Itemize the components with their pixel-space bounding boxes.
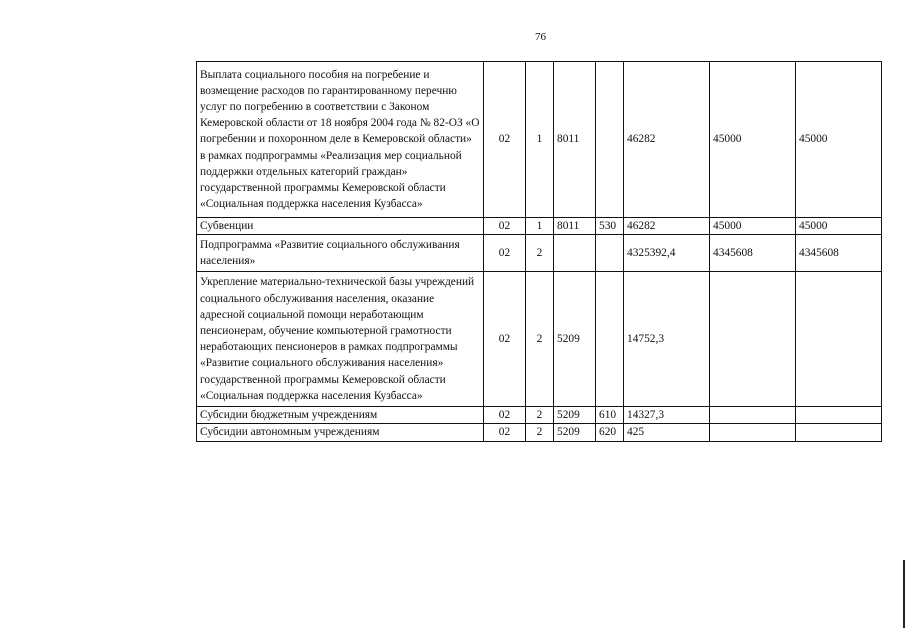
direction-code: 5209 <box>554 407 596 424</box>
sum-year-3 <box>796 407 882 424</box>
sum-year-2: 45000 <box>710 218 796 235</box>
expense-type-code: 610 <box>596 407 624 424</box>
sum-year-2 <box>710 424 796 441</box>
sum-year-2 <box>710 407 796 424</box>
row-description: Подпрограмма «Развитие социального обслуживания населения» <box>197 235 484 272</box>
subprogram-code: 2 <box>526 235 554 272</box>
sum-year-3: 4345608 <box>796 235 882 272</box>
table-row <box>197 235 882 272</box>
page-number: 76 <box>535 31 546 43</box>
expense-type-code: 530 <box>596 218 624 235</box>
sum-year-2: 4345608 <box>710 235 796 272</box>
subprogram-code: 1 <box>526 62 554 218</box>
expense-type-code <box>596 272 624 407</box>
direction-code: 5209 <box>554 272 596 407</box>
sum-year-2: 45000 <box>710 62 796 218</box>
subprogram-code: 2 <box>526 272 554 407</box>
sum-year-1: 14327,3 <box>624 407 710 424</box>
sum-year-3: 45000 <box>796 218 882 235</box>
direction-code <box>554 235 596 272</box>
expense-type-code <box>596 235 624 272</box>
subprogram-code: 2 <box>526 407 554 424</box>
sum-year-3 <box>796 272 882 407</box>
sum-year-2 <box>710 272 796 407</box>
row-description: Субсидии автономным учреждениям <box>197 424 484 441</box>
table-row <box>197 272 882 407</box>
sum-year-1: 46282 <box>624 62 710 218</box>
sum-year-1: 425 <box>624 424 710 441</box>
direction-code: 8011 <box>554 218 596 235</box>
program-code: 02 <box>484 424 526 441</box>
subprogram-code: 2 <box>526 424 554 441</box>
direction-code: 5209 <box>554 424 596 441</box>
table-row <box>197 218 882 235</box>
row-description: Субсидии бюджетным учреждениям <box>197 407 484 424</box>
program-code: 02 <box>484 218 526 235</box>
program-code: 02 <box>484 272 526 407</box>
subprogram-code: 1 <box>526 218 554 235</box>
expense-type-code <box>596 62 624 218</box>
program-code: 02 <box>484 235 526 272</box>
sum-year-1: 46282 <box>624 218 710 235</box>
program-code: 02 <box>484 407 526 424</box>
sum-year-1: 14752,3 <box>624 272 710 407</box>
sum-year-3: 45000 <box>796 62 882 218</box>
sum-year-3 <box>796 424 882 441</box>
table-row <box>197 407 882 424</box>
table-row <box>197 424 882 441</box>
budget-table <box>196 61 882 442</box>
row-description: Субвенции <box>197 218 484 235</box>
table-row <box>197 62 882 218</box>
program-code: 02 <box>484 62 526 218</box>
expense-type-code: 620 <box>596 424 624 441</box>
row-description: Выплата социального пособия на погребение и возмещение расходов по гарантированному перечню услуг по погребению в соответствии с Законом Кемеровской области от 18 ноября 2004 года № 82-ОЗ «О погребении и похоронном деле в Кемеровской области» в рамках подпрограммы «Реализация мер социальной поддержки отдельных категорий граждан» государственной программы Кемеровской области «Социальная поддержка населения Кузбасса» <box>197 62 484 218</box>
direction-code: 8011 <box>554 62 596 218</box>
sum-year-1: 4325392,4 <box>624 235 710 272</box>
row-description: Укрепление материально-технической базы учреждений социального обслуживания населения, оказание адресной социальной помощи неработающим пенсионерам, обучение компьютерной грамотности неработающих пенсионеров в рамках подпрограммы «Развитие социального обслуживания населения» государственной программы Кемеровской области «Социальная поддержка населения Кузбасса» <box>197 272 484 407</box>
